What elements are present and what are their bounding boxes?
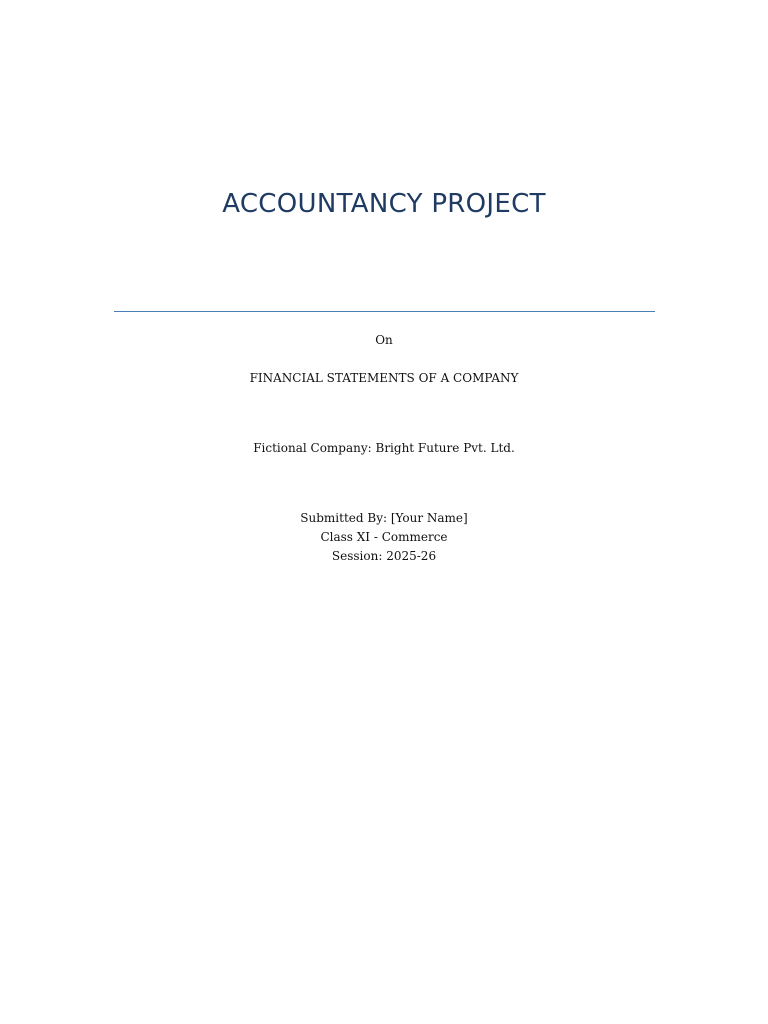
project-subject: FINANCIAL STATEMENTS OF A COMPANY bbox=[249, 371, 519, 385]
submitted-by: Submitted By: [Your Name] bbox=[300, 511, 468, 525]
document-title: ACCOUNTANCY PROJECT bbox=[222, 189, 546, 219]
title-divider bbox=[114, 311, 655, 312]
company-name: Fictional Company: Bright Future Pvt. Ltd. bbox=[253, 441, 515, 455]
on-label: On bbox=[375, 333, 393, 347]
class-info: Class XI - Commerce bbox=[320, 530, 448, 544]
session-info: Session: 2025-26 bbox=[331, 549, 437, 563]
